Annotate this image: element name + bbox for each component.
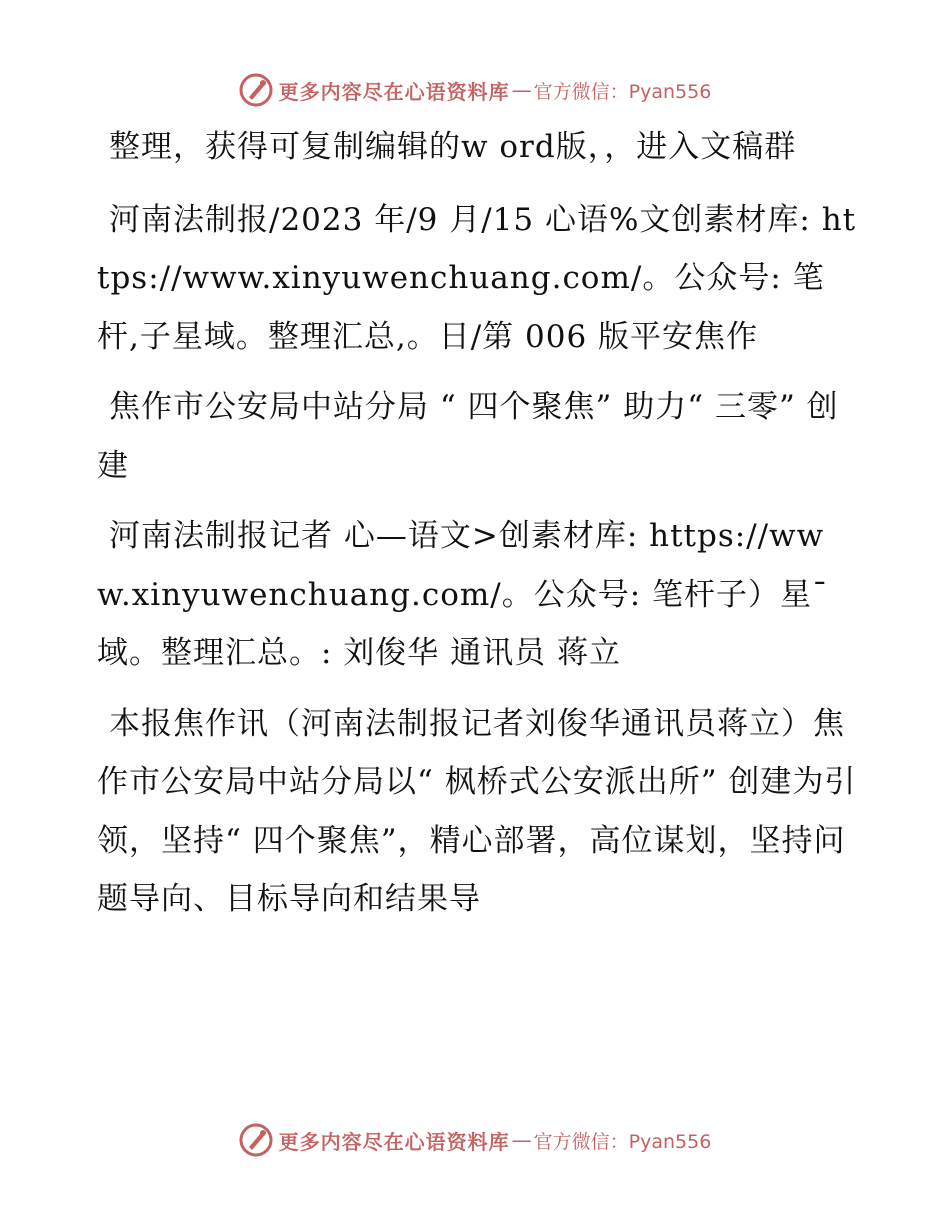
paragraph-source: 河南法制报/2023 年/9 月/15 心语%文创素材库: https://www.xinyuwenchuang.com/。公众号: 笔杆,子星域。整理汇总,。日/第 006 版平安焦作 <box>97 201 857 355</box>
logo-icon <box>239 1123 273 1157</box>
logo-icon <box>239 73 273 107</box>
watermark-separator: — <box>511 78 532 102</box>
paragraph-intro: 整理，获得可复制编辑的w ord版，，进入文稿群 <box>109 129 797 165</box>
watermark-contact: 官方微信：Pyan556 <box>533 1130 712 1153</box>
watermark-text: 更多内容尽在心语资料库 <box>278 1129 510 1154</box>
paragraph-byline: 河南法制报记者 心—语文>创素材库: https://www.xinyuwenchuang.com/。公众号: 笔杆子）星¯域。整理汇总。: 刘俊华 通讯员 蒋立 <box>97 518 829 671</box>
paragraph-body: 本报焦作讯（河南法制报记者刘俊华通讯员蒋立）焦作市公安局中站分局以“ 枫桥式公安派出所” 创建为引领，坚持“ 四个聚焦”，精心部署，高位谋划，坚持问题导向、目标导向和结果导 <box>97 705 857 917</box>
header-watermark <box>0 70 950 110</box>
document-body <box>97 118 857 941</box>
footer-watermark <box>0 1120 950 1160</box>
watermark-contact: 官方微信：Pyan556 <box>533 80 712 103</box>
article-title: 焦作市公安局中站分局 “ 四个聚焦” 助力“ 三零” 创建 <box>97 389 839 484</box>
watermark-text: 更多内容尽在心语资料库 <box>278 79 510 104</box>
watermark-separator: — <box>511 1128 532 1152</box>
